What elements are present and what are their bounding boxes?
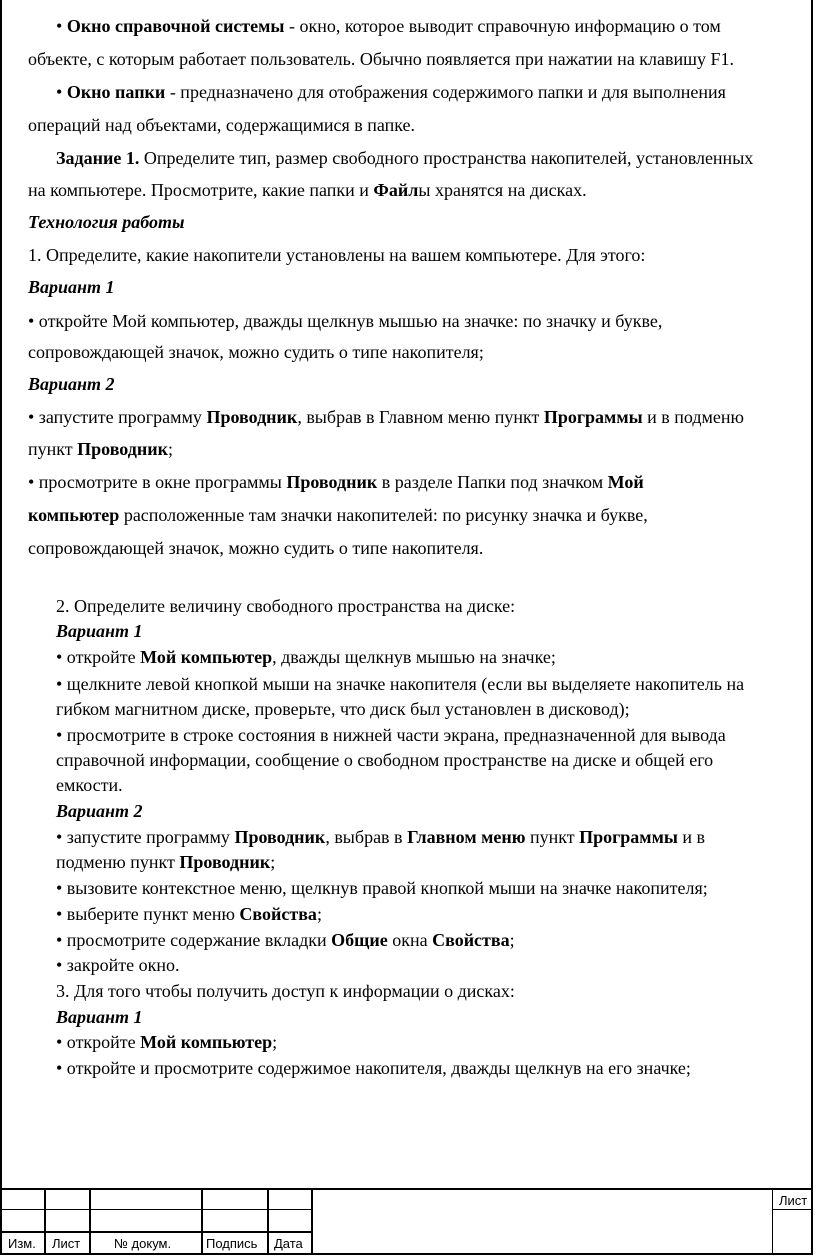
paragraph-help-window: • Окно справочной системы - окно, которое выводит справочную информацию о том [56,16,721,36]
list-item: • просмотрите в строке состояния в нижней части экрана, предназначенной для вывода [56,725,726,745]
stamp-sheet-label: Лист [779,1193,808,1208]
list-item-cont: пункт Проводник; [28,439,174,459]
list-item-cont: гибком магнитном диске, проверьте, что диск был установлен в дисковод); [56,699,630,719]
variant-1-heading: Вариант 1 [28,277,115,297]
step-3: 3. Для того чтобы получить доступ к информации о дисках: [56,981,515,1001]
stamp-date-label: Дата [274,1236,303,1251]
title-block-row-line [0,1209,312,1210]
step-2: 2. Определите величину свободного пространства на диске: [56,596,516,616]
list-item: • откройте и просмотрите содержимое накопителя, дважды щелкнув на его значке; [56,1058,691,1078]
title-block-col-line [311,1188,313,1255]
stamp-sign-label: Подпись [206,1236,258,1251]
list-item-cont: справочной информации, сообщение о свободном пространстве на диске и общей его [56,750,714,770]
stamp-doc-no-label: № докум. [114,1236,172,1251]
list-item: • просмотрите содержание вкладки Общие окна Свойства; [56,930,515,950]
list-item: • закройте окно. [56,955,180,975]
variant-2-heading: Вариант 2 [28,374,115,394]
list-item-cont: компьютер расположенные там значки накопителей: по рисунку значка и букве, [28,505,648,525]
stamp-izm-label: Изм. [8,1236,36,1251]
list-item-cont: емкости. [56,775,123,795]
list-item: • вызовите контекстное меню, щелкнув правой кнопкой мыши на значке накопителя; [56,878,708,898]
list-item-cont: сопровождающей значок, можно судить о типе накопителя; [28,342,484,362]
title-block-col-line [267,1188,269,1255]
paragraph-folder-window-cont: операций над объектами, содержащимися в папке. [28,115,416,135]
list-item: • просмотрите в окне программы Проводник в разделе Папки под значком Мой [28,472,644,492]
variant-2-heading: Вариант 2 [56,801,143,821]
title-block-sheet-line [772,1209,813,1210]
step-1: 1. Определите, какие накопители установлены на вашем компьютере. Для этого: [28,245,646,265]
list-item: • откройте Мой компьютер; [56,1032,278,1052]
title-block-top-line [0,1188,813,1190]
list-item-cont: подменю пункт Проводник; [56,852,276,872]
list-item: • откройте Мой компьютер, дважды щелкнув мышью на значке: по значку и букве, [28,311,663,331]
title-block-col-line [44,1188,46,1255]
task-heading: Задание 1. Определите тип, размер свободного пространства накопителей, установленных [56,148,754,168]
paragraph-help-window-cont: объекте, с которым работает пользователь. Обычно появляется при нажатии на клавишу F1. [28,49,735,69]
list-item: • щелкните левой кнопкой мыши на значке накопителя (если вы выделяете накопитель на [56,674,745,694]
section-title-technology: Технология работы [28,212,185,232]
list-item: • запустите программу Проводник, выбрав в Главном меню пункт Программы и в подменю [28,407,745,427]
title-block [0,1188,813,1255]
title-block-col-line [201,1188,203,1255]
list-item: • выберите пункт меню Свойства; [56,904,322,924]
stamp-list-label: Лист [52,1236,81,1251]
list-item: • запустите программу Проводник, выбрав в Главном меню пункт Программы и в [56,827,706,847]
title-block-col-line [772,1188,773,1255]
variant-1-heading: Вариант 1 [56,1007,143,1027]
list-item: • откройте Мой компьютер, дважды щелкнув мышью на значке; [56,647,556,667]
list-item-cont: сопровождающей значок, можно судить о типе накопителя. [28,538,484,558]
task-heading-cont: на компьютере. Просмотрите, какие папки и Файлы хранятся на дисках. [28,180,587,200]
paragraph-folder-window: • Окно папки - предназначено для отображения содержимого папки и для выполнения [56,82,726,102]
title-block-row-line [0,1231,312,1233]
title-block-col-line [89,1188,91,1255]
variant-1-heading: Вариант 1 [56,621,143,641]
